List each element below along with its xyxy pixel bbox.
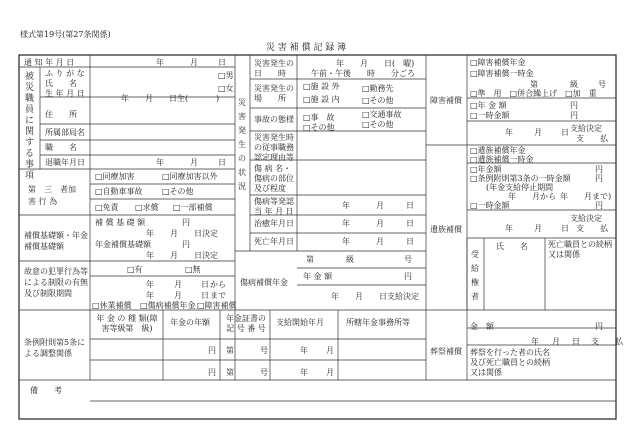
disability-day: 日 — [561, 128, 569, 137]
pension-stop-period: (年金支給停止期間 — [486, 183, 554, 192]
row2-year: 年 — [300, 368, 308, 377]
accident-type-label: 事故の態様 — [254, 115, 294, 124]
restriction-no-checkbox[interactable]: □無 — [185, 265, 201, 274]
form-title: 災 害 補 償 記 録 簿 — [266, 43, 347, 53]
recipient-name-header: 氏 名 — [496, 242, 528, 251]
restriction-yes-checkbox[interactable]: □有 — [127, 265, 143, 274]
funeral-person-label: 葬祭を行った者の氏名及び死亡職員との続柄又は関係 — [470, 348, 550, 377]
disability-compensation-label: 障害補償 — [430, 96, 462, 105]
cert-number-header: 年金証書の記 号 番 号 — [226, 314, 266, 333]
row2-yen: 円 — [208, 368, 216, 377]
injury-date-label: 傷病等発認当 年 月 日 — [254, 197, 294, 216]
death-month: 月 — [376, 237, 384, 246]
disability-lump-checkbox[interactable]: □障害補償一時金 — [470, 69, 534, 78]
funeral-amount-label: 金 額 — [470, 322, 494, 331]
occurrence-datetime-label: 災害発生の日 時 — [254, 59, 294, 78]
injury-pension-decided: 年 月 日支給決定 — [331, 292, 419, 301]
pension-amount-header: 年金の年額 — [170, 318, 210, 327]
base-wage-decided: 年 月 日決定 — [146, 229, 218, 238]
medical-addition-checkbox[interactable]: □同療加害 — [95, 172, 135, 181]
auto-accident-checkbox[interactable]: □自動車事故 — [95, 187, 143, 196]
injured-staff-block-label: 被災職員に関する事項 — [24, 72, 34, 181]
death-year: 年 — [342, 237, 350, 246]
occurrence-date: 年 月 日( 曜) — [336, 59, 415, 68]
supplementary-clause-yen: 円 — [595, 174, 603, 183]
survivor-day: 日 — [561, 224, 569, 233]
birth-date-close: ) — [216, 94, 220, 103]
notice-day: 日 — [218, 58, 226, 67]
injury-day: 日 — [406, 201, 414, 210]
traffic-accident-checkbox[interactable]: □交通事故 — [362, 110, 402, 119]
funeral-compensation-label: 葬祭補償 — [430, 347, 462, 356]
disaster-circumstances-label: 災害発生の状況 — [238, 98, 246, 191]
disability-pension-yen: 円 — [570, 101, 578, 110]
restriction-from: から — [210, 280, 226, 289]
outside-facility-checkbox[interactable]: □施 設 外 — [303, 82, 340, 91]
restriction-until-day: 日 — [201, 291, 209, 300]
inside-facility-checkbox[interactable]: □施 設 内 — [303, 95, 340, 104]
pension-base-wage-decided: 年 月 日決定 — [146, 251, 218, 260]
male-checkbox[interactable]: □男 — [218, 71, 234, 80]
survivor-year: 年 — [505, 224, 513, 233]
survivor-lump-yen: 円 — [595, 201, 603, 210]
supplementary-adjustment-label: 条例附則第5条による調整関係 — [24, 338, 86, 358]
pension-stop-from: 年 月から — [508, 192, 556, 201]
job-title-label: 職 名 — [45, 143, 77, 152]
funeral-month: 月 — [552, 337, 560, 346]
agency-header: 所轄年金事務所等 — [346, 318, 410, 327]
disability-basis-options[interactable]: □準 用 □併合繰上げ □加 重 — [470, 89, 597, 98]
supplementary-clause-checkbox[interactable]: □条例附則第3条の一時金額 — [470, 174, 571, 183]
birth-date-label: 生 年 月 日 — [45, 89, 85, 98]
row2-number: 号 — [260, 368, 268, 377]
death-day: 日 — [406, 237, 414, 246]
cure-date-label: 治癒年月日 — [254, 219, 294, 228]
other-than-medical-checkbox[interactable]: □同療加害以外 — [162, 172, 218, 181]
birth-date-suffix: 年 月 日生( — [121, 94, 189, 103]
restriction-until-year: 年 — [146, 291, 154, 300]
restriction-until-month: 月 — [174, 291, 182, 300]
restriction-from-year: 年 — [146, 280, 154, 289]
base-wage-yen: 円 — [182, 218, 190, 227]
pension-type-header: 年 金 の 種 類(障害等級第 級) — [96, 314, 158, 333]
disability-month: 月 — [534, 128, 542, 137]
survivor-payment-done: 支 払 — [576, 224, 608, 233]
survivor-lump-amount[interactable]: □一時金額 — [470, 201, 510, 210]
disability-compensation-checkbox[interactable]: □障害補償 — [197, 301, 237, 310]
partial-compensation-checkbox[interactable]: □一部補償 — [173, 203, 213, 212]
survivor-pension-amount[interactable]: □年金額 — [470, 165, 502, 174]
cure-year: 年 — [342, 219, 350, 228]
duty-at-occurrence-label: 災害発生時の従事職務認定理由等 — [254, 133, 294, 162]
leave-compensation-checkbox[interactable]: □休業補償 — [92, 301, 132, 310]
funeral-day: 日 — [572, 337, 580, 346]
restriction-from-month: 月 — [174, 280, 182, 289]
disability-payment-decided: 支給決定 — [570, 124, 602, 133]
injury-pension-amount-label: 年 金 額 — [303, 272, 333, 281]
disability-payment-done: 支 払 — [576, 134, 608, 143]
female-checkbox[interactable]: □女 — [218, 84, 234, 93]
disability-pension-amount[interactable]: □年 金 額 — [470, 101, 507, 110]
payment-start-header: 支給開始年月 — [276, 318, 324, 327]
base-wage-amount-label: 補 償 基 礎 額 — [95, 218, 146, 227]
survivor-payment-decided: 支給決定 — [570, 214, 602, 223]
other-accident-checkbox[interactable]: □その他 — [303, 123, 335, 132]
funeral-yen: 円 — [595, 322, 603, 331]
row2-mark: 第 — [226, 368, 234, 377]
disability-lump-amount[interactable]: □一時金額 — [470, 111, 510, 120]
restriction-from-day: 日 — [201, 280, 209, 289]
pension-base-wage-yen: 円 — [182, 240, 190, 249]
occurrence-place-label: 災害発生の場 所 — [254, 84, 294, 103]
row2-month: 月 — [326, 368, 334, 377]
death-date-label: 死亡年月日 — [254, 237, 294, 246]
injury-pension-label: 傷病補償年金 — [240, 278, 288, 287]
survivor-pension-checkbox[interactable]: □遺族補償年金 — [470, 146, 526, 155]
department-label: 所属部局名 — [45, 128, 85, 137]
survivor-month: 月 — [534, 224, 542, 233]
recipient-label: 受給権者 — [471, 250, 479, 301]
cure-month: 月 — [376, 219, 384, 228]
address-label: 住 所 — [45, 110, 77, 119]
injury-pension-number: 号 — [404, 255, 412, 264]
injury-year: 年 — [342, 201, 350, 210]
row1-year: 年 — [300, 346, 308, 355]
crime-restriction-label: 故意の犯罪行為等による制限の有無及び制限期間 — [24, 267, 88, 298]
restriction-until: まで — [210, 291, 226, 300]
disability-year: 年 — [505, 128, 513, 137]
disability-pension-checkbox[interactable]: □障害補償年金 — [470, 58, 526, 67]
pension-base-wage-amount-label: 年金補償基礎額 — [95, 240, 151, 249]
notice-date-label: 通 知 年 月 日 — [24, 58, 75, 67]
survivor-lump-checkbox[interactable]: □遺族補償一時金 — [470, 155, 534, 164]
third-party-label: 第 三 者加 害 行 為 — [28, 185, 76, 206]
other-checkbox[interactable]: □その他 — [162, 187, 194, 196]
accident-checkbox[interactable]: □事 故 — [303, 113, 335, 122]
claim-checkbox[interactable]: □求償 — [135, 203, 159, 212]
survivor-compensation-label: 遺族補償 — [430, 225, 462, 234]
injury-disease-label: 傷 病 名・傷病の部位及び程度 — [254, 164, 294, 193]
pension-stop-to: 年 月まで) — [560, 192, 612, 201]
injury-pension-grade: 第 級 — [306, 255, 354, 264]
injury-pension-checkbox[interactable]: □傷病補償年金 — [140, 301, 196, 310]
retirement-month: 月 — [190, 158, 198, 167]
occurrence-time: 午前・午後 時 分ごろ — [311, 69, 415, 78]
row1-number: 号 — [260, 346, 268, 355]
row1-month: 月 — [326, 346, 334, 355]
cure-day: 日 — [406, 219, 414, 228]
other-two-checkbox[interactable]: □その他 — [362, 120, 394, 129]
name-label: 氏 名 — [45, 79, 77, 88]
retirement-year: 年 — [156, 158, 164, 167]
funeral-year: 年 — [531, 337, 539, 346]
disability-number: 号 — [598, 80, 606, 89]
row1-mark: 第 — [226, 346, 234, 355]
row1-yen: 円 — [208, 346, 216, 355]
remarks-label: 備 考 — [30, 386, 62, 395]
survivor-pension-yen: 円 — [595, 165, 603, 174]
relationship-header: 死亡職員との続柄又は関係 — [548, 240, 612, 259]
base-wage-label: 補償基礎額・年金補償基礎額 — [24, 231, 88, 251]
furigana-label: ふ り が な — [45, 69, 85, 78]
funeral-payment-done: 支 払 — [591, 337, 623, 346]
retirement-date-label: 退職年月日 — [45, 158, 85, 167]
notice-month: 月 — [190, 58, 198, 67]
place-other-checkbox[interactable]: □その他 — [362, 96, 394, 105]
retirement-day: 日 — [218, 158, 226, 167]
disability-lump-yen: 円 — [570, 111, 578, 120]
injury-pension-yen: 円 — [404, 272, 412, 281]
exemption-checkbox[interactable]: □免責 — [95, 203, 119, 212]
form-number: 様式第19号(第27条関係) — [20, 30, 111, 39]
workplace-checkbox[interactable]: □勤務先 — [362, 84, 394, 93]
notice-year: 年 — [156, 58, 164, 67]
disability-grade: 第 級 — [530, 80, 578, 89]
injury-month: 月 — [376, 201, 384, 210]
